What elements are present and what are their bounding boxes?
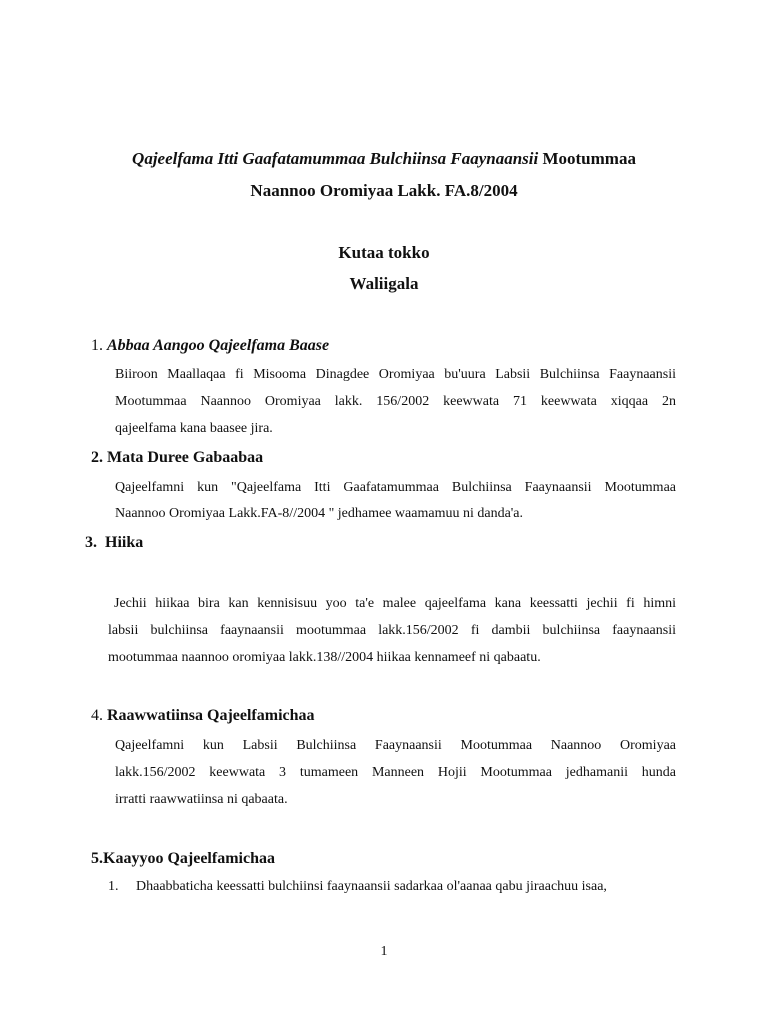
section-title: Abbaa Aangoo Qajeelfama Baase <box>107 337 330 354</box>
document-title-line-1 <box>0 150 768 167</box>
section-number: 3. <box>85 534 97 551</box>
part-name: Waliigala <box>349 274 419 293</box>
section-title: Kaayyoo Qajeelfamichaa <box>103 850 275 867</box>
page-number: 1 <box>380 944 388 959</box>
section-3-line-3: mootummaa naannoo oromiyaa lakk.138//2004 hiikaa kennameef ni qabaatu. <box>108 650 541 665</box>
section-title: Mata Duree Gabaabaa <box>107 449 264 466</box>
section-1-heading <box>91 338 329 354</box>
section-5-item-1-number: 1. <box>108 879 119 894</box>
section-number: 5. <box>91 850 103 867</box>
section-4-heading <box>91 708 315 724</box>
section-3-heading <box>85 535 143 551</box>
section-number: 2. <box>91 449 103 466</box>
section-2-heading <box>91 450 263 466</box>
section-1-line-2: Mootummaa Naannoo Oromiyaa lakk. 156/2002 keewwata 71 keewwata xiqqaa 2n <box>115 394 676 409</box>
title-italic-part: Qajeelfama Itti Gaafatamummaa Bulchiinsa Faaynaansii <box>132 149 539 168</box>
section-5-heading <box>91 851 275 867</box>
section-1-line-3: qajeelfama kana baasee jira. <box>115 421 273 436</box>
section-4-line-1: Qajeelfamni kun Labsii Bulchiinsa Faaynaansii Mootummaa Naannoo Oromiyaa <box>115 738 676 753</box>
section-2-line-1: Qajeelfamni kun "Qajeelfama Itti Gaafatamummaa Bulchiinsa Faaynaansii Mootummaa <box>115 480 676 495</box>
section-5-item-1-text: Dhaabbaticha keessatti bulchiinsi faaynaansii sadarkaa ol'aanaa qabu jiraachuu isaa, <box>136 879 607 894</box>
section-3-line-2: labsii bulchiinsa faaynaansii mootummaa lakk.156/2002 fi dambii bulchiinsa faaynaansii <box>108 623 676 638</box>
title-rest-part: Mootummaa <box>538 149 636 168</box>
section-4-line-3: irratti raawwatiinsa ni qabaata. <box>115 792 288 807</box>
section-title: Raawwatiinsa Qajeelfamichaa <box>107 707 315 724</box>
part-label: Kutaa tokko <box>338 243 430 262</box>
section-number: 4. <box>91 707 103 724</box>
section-2-line-2: Naannoo Oromiyaa Lakk.FA-8//2004 " jedhamee waamamuu ni danda'a. <box>115 506 524 521</box>
section-number: 1. <box>91 337 103 354</box>
document-title-line-2: Naannoo Oromiyaa Lakk. FA.8/2004 <box>250 181 518 200</box>
section-1-line-1: Biiroon Maallaqaa fi Misooma Dinagdee Oromiyaa bu'uura Labsii Bulchiinsa Faaynaansii <box>115 367 676 382</box>
section-3-line-1: Jechii hiikaa bira kan kennisisuu yoo ta'e malee qajeelfama kana keessatti jechii fi himni <box>114 596 676 611</box>
section-4-line-2: lakk.156/2002 keewwata 3 tumameen Manneen Hojii Mootummaa jedhamanii hunda <box>115 765 676 780</box>
section-title: Hiika <box>105 534 144 551</box>
